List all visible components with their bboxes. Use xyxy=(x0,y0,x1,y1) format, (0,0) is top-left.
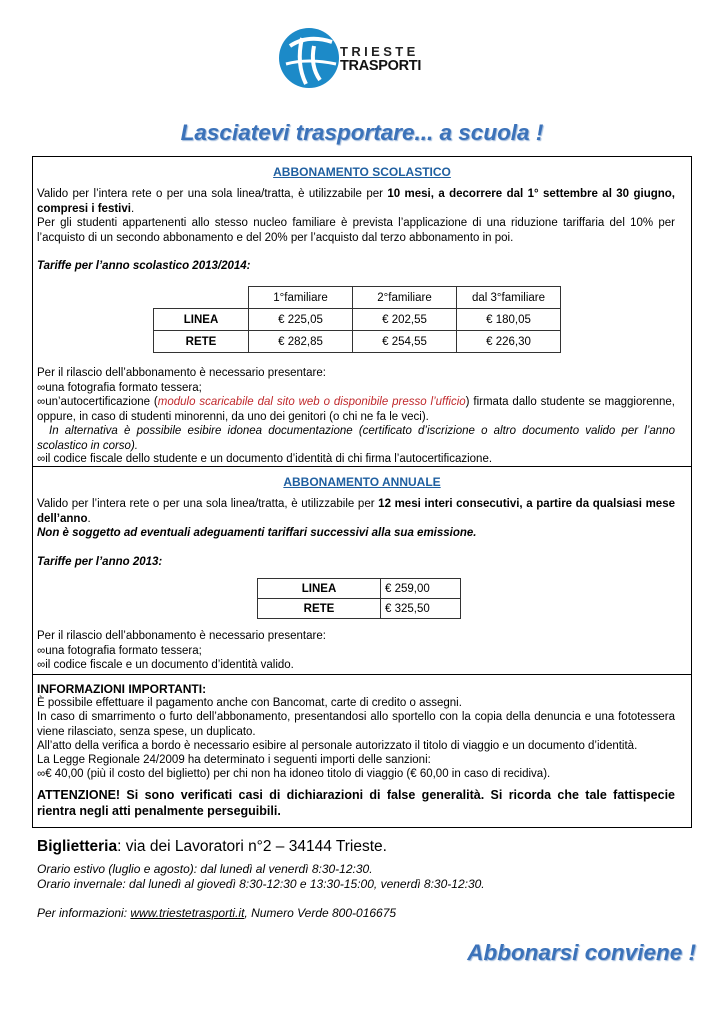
table-corner-cell xyxy=(154,287,249,309)
logo-line-1: TRIESTE xyxy=(340,44,419,59)
requirement-item: ∞un’autocertificazione (modulo scaricabile dal sito web o disponibile presso l’ufficio) firmata dallo studente se maggiorenne, oppure, in caso di studenti minorenni, da uno dei genitori (o chi ne fa le veci). xyxy=(37,396,675,423)
orario-estivo: Orario estivo (luglio e agosto): dal lunedì al venerdì 8:30-12:30. xyxy=(37,862,373,876)
table-cell: € 225,05 xyxy=(249,309,353,331)
scolastico-tariff-table xyxy=(153,286,561,353)
info-warning-text: ATTENZIONE! Si sono verificati casi di dichiarazioni di false generalità. Si ricorda che tale fattispecie rientra negli atti penalmente perseguibili. xyxy=(37,788,675,818)
table-row xyxy=(154,309,561,331)
section-divider xyxy=(32,674,692,675)
table-row-label: LINEA xyxy=(154,309,249,331)
page-headline: Lasciatevi trasportare... a scuola ! xyxy=(180,120,544,145)
logo-line-2: TRASPORTI xyxy=(340,58,422,74)
section-title-scolastico: ABBONAMENTO SCOLASTICO xyxy=(273,165,451,179)
annuale-validity-text: Valido per l’intera rete o per una sola linea/tratta, è utilizzabile per 12 mesi interi consecutivi, a partire da qualsiasi mese dell’anno. xyxy=(37,498,675,525)
annuale-tariffe-label: Tariffe per l’anno 2013: xyxy=(37,556,163,568)
table-cell: € 282,85 xyxy=(249,331,353,353)
scolastico-discount-text: Per gli studenti appartenenti allo stesso nucleo familiare è prevista l’applicazione di una riduzione tariffaria del 10% per l’acquisto di un secondo abbonamento e del 20% per l’acquisto dal terzo abbonamento in poi. xyxy=(37,217,675,244)
requirement-item: ∞il codice fiscale e un documento d’identità valido. xyxy=(37,659,294,671)
section-title-annuale: ABBONAMENTO ANNUALE xyxy=(283,475,441,489)
website-link[interactable]: www.triestetrasporti.it xyxy=(130,906,245,920)
annuale-requirements-intro: Per il rilascio dell’abbonamento è necessario presentare: xyxy=(37,630,326,642)
orario-invernale: Orario invernale: dal lunedì al giovedì 8:30-12:30 e 13:30-15:00, venerdì 8:30-12:30. xyxy=(37,877,485,891)
table-row xyxy=(258,579,461,599)
table-cell: € 254,55 xyxy=(353,331,457,353)
info-lost-text: In caso di smarrimento o furto dell’abbonamento, presentandosi allo sportello con la copia della denuncia e una fototessera viene rilasciato, senza spese, un duplicato. xyxy=(37,711,675,738)
info-payment-text: È possibile effettuare il pagamento anche con Bancomat, carte di credito o assegni. xyxy=(37,697,462,709)
table-header-row xyxy=(154,287,561,309)
requirement-item: ∞il codice fiscale dello studente e un documento d’identità di chi firma l’autocertificazione. xyxy=(37,453,493,465)
table-cell: € 180,05 xyxy=(457,309,561,331)
table-cell: € 259,00 xyxy=(381,579,461,599)
requirement-item: ∞una fotografia formato tessera; xyxy=(37,645,202,657)
annuale-no-adjustment-note: Non è soggetto ad eventuali adeguamenti tariffari successivi alla sua emissione. xyxy=(37,527,477,539)
scolastico-requirements-intro: Per il rilascio dell’abbonamento è necessario presentare: xyxy=(37,367,326,379)
table-header-cell: 2°familiare xyxy=(353,287,457,309)
info-title: INFORMAZIONI IMPORTANTI: xyxy=(37,682,207,696)
table-row xyxy=(154,331,561,353)
requirement-item: ∞una fotografia formato tessera; xyxy=(37,382,202,394)
table-cell: € 202,55 xyxy=(353,309,457,331)
table-cell: € 226,30 xyxy=(457,331,561,353)
table-header-cell: dal 3°familiare xyxy=(457,287,561,309)
table-row xyxy=(258,599,461,619)
table-header-cell: 1°familiare xyxy=(249,287,353,309)
scolastico-tariffe-label: Tariffe per l’anno scolastico 2013/2014: xyxy=(37,260,251,272)
scolastico-validity-text: Valido per l’intera rete o per una sola linea/tratta, è utilizzabile per 10 mesi, a decorrere dal 1° settembre al 30 giugno, compresi i festivi. xyxy=(37,188,675,215)
info-verification-text: All’atto della verifica a bordo è necessario esibire al personale autorizzato il titolo di viaggio e un documento d’identità. xyxy=(37,740,638,752)
footer-slogan: Abbonarsi conviene ! xyxy=(467,940,696,965)
logo-mark-icon xyxy=(278,24,340,92)
annuale-tariff-table xyxy=(257,578,461,619)
requirement-alternative-note: In alternativa è possibile esibire idonea documentazione (certificato d’iscrizione o altro documento valido per l’anno scolastico in corso). xyxy=(37,425,675,452)
table-cell: € 325,50 xyxy=(381,599,461,619)
contact-info: Per informazioni: www.triestetrasporti.it, Numero Verde 800-016675 xyxy=(37,906,397,920)
info-sanction-text: ∞€ 40,00 (più il costo del biglietto) per chi non ha idoneo titolo di viaggio (€ 60,00 in caso di recidiva). xyxy=(37,768,551,780)
table-row-label: RETE xyxy=(258,599,381,619)
biglietteria-address: Biglietteria: via dei Lavoratori n°2 – 34144 Trieste. xyxy=(37,838,387,855)
trieste-trasporti-logo xyxy=(278,24,438,92)
table-row-label: RETE xyxy=(154,331,249,353)
info-law-text: La Legge Regionale 24/2009 ha determinato i seguenti importi delle sanzioni: xyxy=(37,754,431,766)
table-row-label: LINEA xyxy=(258,579,381,599)
modulo-download-note: modulo scaricabile dal sito web o disponibile presso l’ufficio xyxy=(157,396,466,408)
